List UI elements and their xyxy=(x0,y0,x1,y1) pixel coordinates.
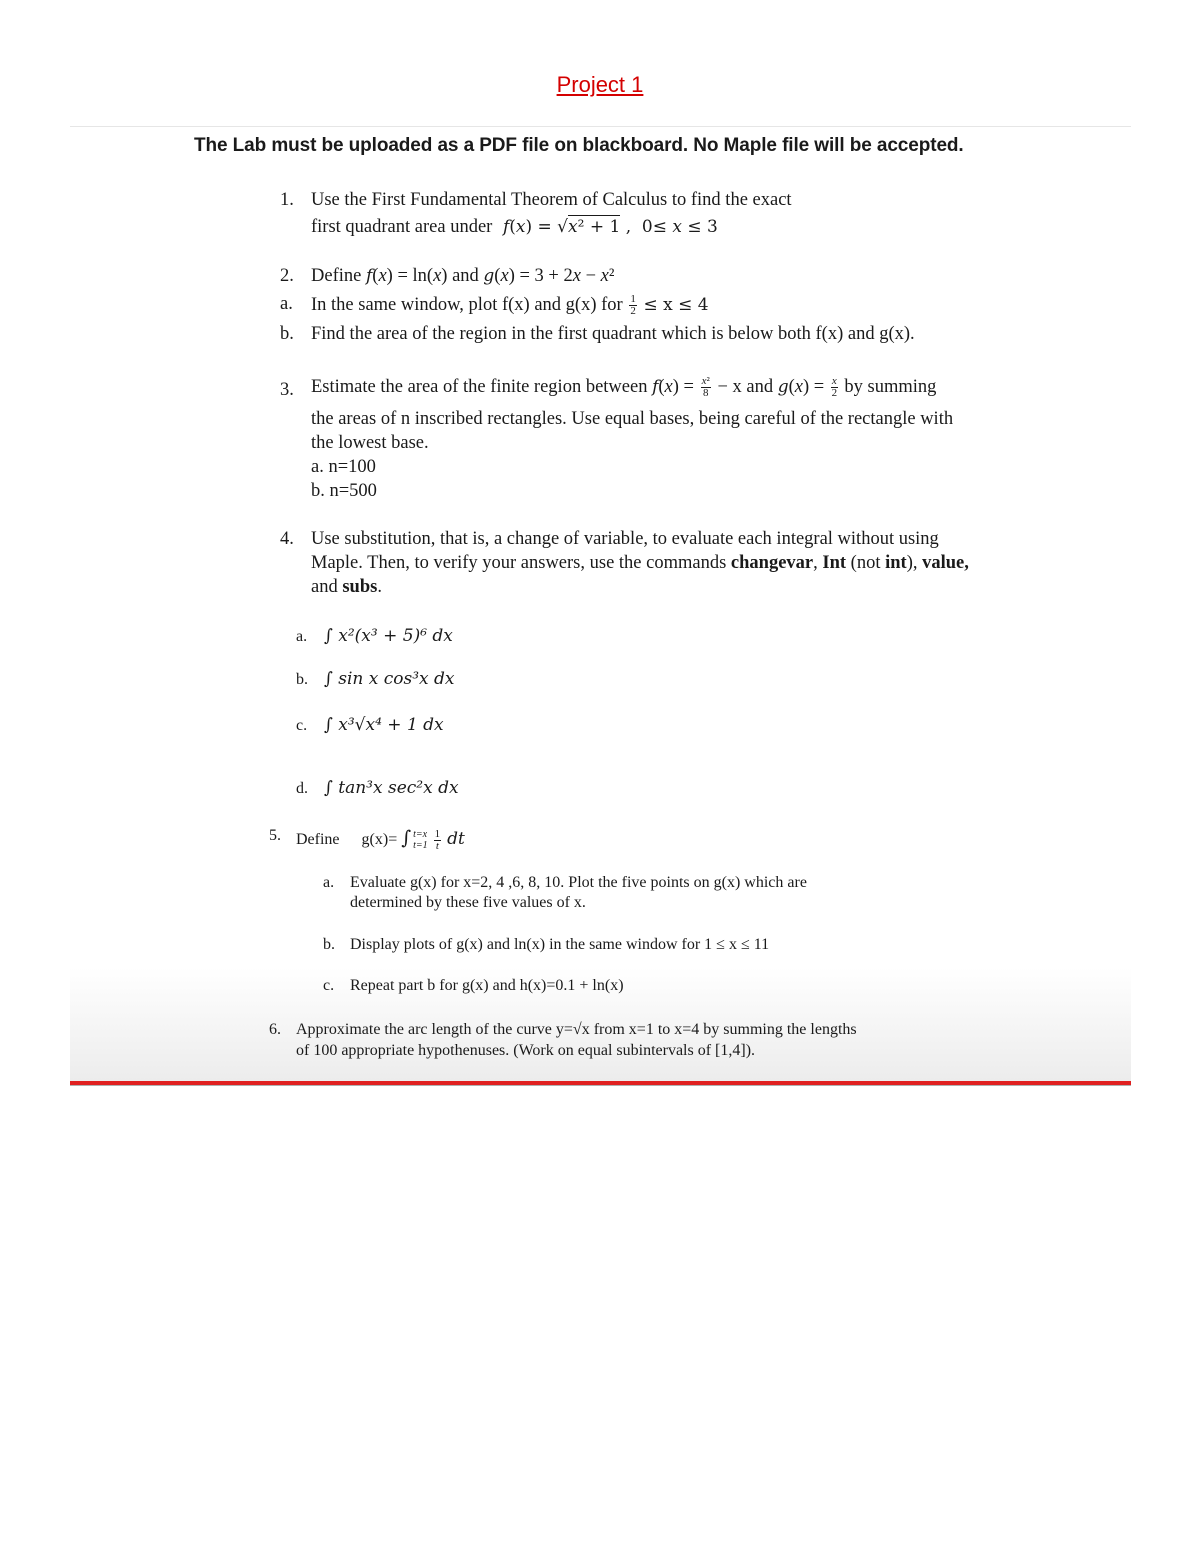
q5-limits xyxy=(413,829,428,851)
q5a-line1: Evaluate g(x) for x=2, 4 ,6, 8, 10. Plot the five points on g(x) which are xyxy=(350,874,807,891)
q3a: a. n=100 xyxy=(311,457,376,477)
q4b-expr: ∫ sin x cos³x dx xyxy=(324,669,455,689)
q4a-expr: ∫ x²(x³ + 5)⁶ dx xyxy=(324,626,453,646)
q4c-expr: ∫ x³√x⁴ + 1 dx xyxy=(324,715,444,735)
lower-limit: t=1 xyxy=(413,840,428,852)
q6-number: 6. xyxy=(269,1021,281,1038)
q3-line1-end: by summing xyxy=(844,376,937,397)
q4d-label: d. xyxy=(296,780,308,797)
q2a-fraction: $\frac{1}{2}$ xyxy=(630,293,636,317)
q2a-range: ≤ x ≤ 4 xyxy=(643,294,709,315)
q6-line2: of 100 appropriate hypothenuses. (Work on equal subintervals of [1,4]). xyxy=(296,1042,756,1059)
q1-formula: f(x) = √x² + 1 , 0≤ x ≤ 3 xyxy=(502,217,718,237)
q2-number: 2. xyxy=(280,266,294,286)
q5a-line2: determined by these five values of x. xyxy=(350,894,586,911)
q4-line3-start: and xyxy=(311,577,338,597)
q2b-label: b. xyxy=(280,324,294,344)
q4a-label: a. xyxy=(296,628,308,645)
q4-number: 4. xyxy=(280,529,294,549)
q5-fraction: $\frac{1}{t}$ xyxy=(434,827,441,852)
q5-dt: dt xyxy=(447,829,465,849)
q3-fraction-g: $\frac{x}{2}$ xyxy=(831,375,838,399)
q5-define xyxy=(296,827,465,852)
q3-line3: the lowest base. xyxy=(311,433,429,453)
page-title: Project 1 xyxy=(556,72,644,97)
q5c-label: c. xyxy=(323,977,335,994)
q2-line: Define f(x) = ln(x) and g(x) = 3 + 2x − x² xyxy=(311,266,615,286)
q3-fraction-f: $\frac{\text{x²}}{8}$ xyxy=(701,375,710,399)
q4b-label: b. xyxy=(296,671,308,688)
q5-define-word: Define xyxy=(296,831,340,848)
q4-line1: Use substitution, that is, a change of variable, to evaluate each integral without using xyxy=(311,529,939,549)
q3b: b. n=500 xyxy=(311,481,377,501)
q4-line2: Maple. Then, to verify your answers, use the commands changevar, Int (not int), value, xyxy=(311,553,969,573)
integral-sign: ∫ xyxy=(401,827,412,849)
q4-line2-start: Maple. Then, to verify your answers, use the commands xyxy=(311,553,727,573)
q1-line2-text: first quadrant area under xyxy=(311,217,493,237)
q2b-text: Find the area of the region in the first quadrant which is below both f(x) and g(x). xyxy=(311,324,915,344)
cmd-value: value, xyxy=(922,553,969,573)
cmd-changevar: changevar xyxy=(730,553,814,573)
instructions: The Lab must be uploaded as a PDF file on blackboard. No Maple file will be accepted. xyxy=(194,135,964,156)
divider-shadow xyxy=(70,1085,1131,1086)
q2a-label: a. xyxy=(280,294,293,314)
q1-line1: Use the First Fundamental Theorem of Calculus to find the exact xyxy=(311,190,792,210)
q5-number: 5. xyxy=(269,827,281,844)
q4d-expr: ∫ tan³x sec²x dx xyxy=(324,778,459,798)
q4-line3 xyxy=(311,577,382,598)
q5-g: g(x)= xyxy=(361,831,398,848)
upper-limit: t=x xyxy=(413,829,428,841)
q4-line3-end: . xyxy=(377,577,382,597)
q3-line2: the areas of n inscribed rectangles. Use equal bases, being careful of the rectangle with xyxy=(311,409,954,429)
q5b-label: b. xyxy=(323,936,335,953)
q1-number: 1. xyxy=(280,190,294,210)
q4-not: (not xyxy=(850,553,881,573)
q5a-label: a. xyxy=(323,874,335,891)
q2a-line xyxy=(311,294,709,317)
q3-line1-mid: − x and xyxy=(717,376,774,397)
cmd-subs: subs xyxy=(342,577,378,597)
q6-line1: Approximate the arc length of the curve y=√x from x=1 to x=4 by summing the lengths xyxy=(296,1021,857,1038)
q5b-text: Display plots of g(x) and ln(x) in the same window for 1 ≤ x ≤ 11 xyxy=(350,936,770,953)
q3-number: 3. xyxy=(280,380,294,400)
q4c-label: c. xyxy=(296,717,308,734)
q5c-text: Repeat part b for g(x) and h(x)=0.1 + ln(x) xyxy=(350,977,624,994)
cmd-int: int xyxy=(885,553,907,573)
q1-line2 xyxy=(311,217,718,238)
q2a-text: In the same window, plot f(x) and g(x) for xyxy=(311,294,623,315)
q3-line1: Estimate the area of the finite region between f(x) = $\frac{\text{x²}}{8}$ − x and g(x) = $\frac{x}{2}$ by summing xyxy=(311,375,937,399)
q4-close: ), xyxy=(906,553,918,573)
cmd-Int: Int xyxy=(822,553,847,573)
q3-line1-start: Estimate the area of the finite region between xyxy=(311,376,648,397)
